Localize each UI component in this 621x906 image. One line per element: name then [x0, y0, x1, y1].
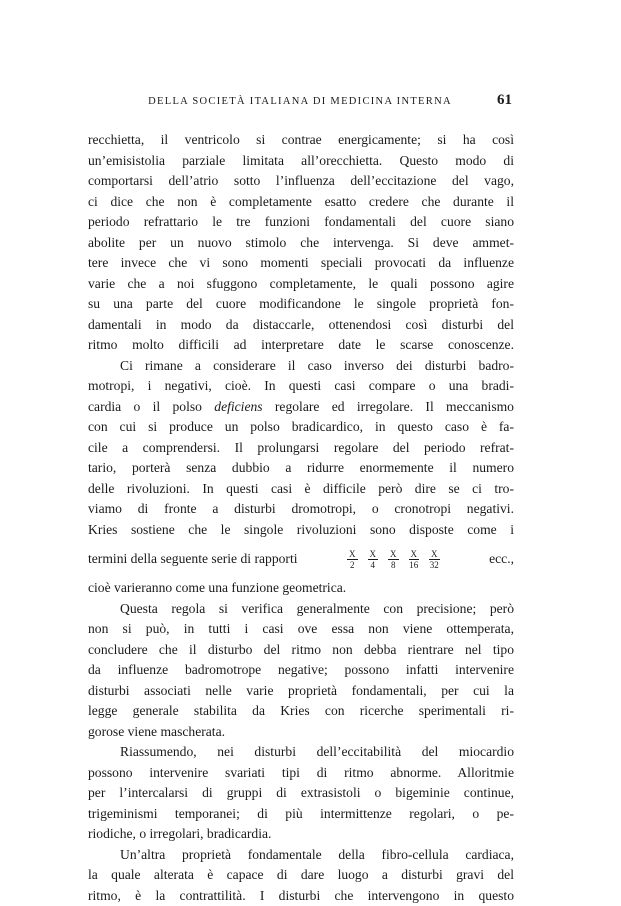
- text-line: Kries sostiene che le singole rivoluzioni sono disposte come i: [88, 520, 514, 541]
- text-line: Un’altra proprietà fondamentale della fibro-cellula cardiaca,: [88, 845, 514, 866]
- body-text: [88, 130, 514, 906]
- text-line: Ci rimane a considerare il caso inverso dei disturbi badro-: [88, 356, 514, 377]
- text-line: cioè varieranno come una funzione geometrica.: [88, 578, 514, 599]
- text-line: damentali in modo da distaccarle, ottenendosi così disturbi del: [88, 315, 514, 336]
- text-line: non si può, in tutti i casi ove essa non viene ottemperata,: [88, 619, 514, 640]
- text-line: abolite per un nuovo stimolo che intervenga. Si deve ammet-: [88, 233, 514, 254]
- text-line: legge generale stabilita da Kries con ricerche sperimentali ri-: [88, 701, 514, 722]
- fraction-series: [342, 549, 445, 570]
- text-line: motropi, i negativi, cioè. In questi casi compare o una bradi-: [88, 376, 514, 397]
- text-segment: ecc.,: [489, 549, 514, 570]
- text-line: Questa regola si verifica generalmente con precisione; però: [88, 599, 514, 620]
- text-line: gorose viene mascherata.: [88, 722, 514, 743]
- text-line: recchietta, il ventricolo si contrae energicamente; si ha così: [88, 130, 514, 151]
- text-line: tere invece che vi sono momenti speciali provocati da influenze: [88, 253, 514, 274]
- running-header: DELLA SOCIETÀ ITALIANA DI MEDICINA INTERNA: [90, 96, 510, 107]
- text-line: la quale alterata è capace di dare luogo a disturbi gravi del: [88, 865, 514, 886]
- text-line: disturbi associati nelle varie proprietà fondamentali, per cui la: [88, 681, 514, 702]
- text-line: ritmo, è la contrattilità. I disturbi che intervengono in questo: [88, 886, 514, 906]
- text-segment: termini della seguente serie di rapporti: [88, 549, 298, 570]
- text-line: cile a comprendersi. Il prolungarsi regolare del periodo refrat-: [88, 438, 514, 459]
- text-line: cardia o il polso deficiens regolare ed irregolare. Il meccanismo: [88, 397, 514, 418]
- text-line: con cui si produce un polso bradicardico, in questo caso è fa-: [88, 417, 514, 438]
- fraction: $\frac{X}{16}$: [409, 549, 420, 570]
- text-line: trigeminismi temporanei; di più intermittenze regolari, o pe-: [88, 804, 514, 825]
- text-line: tario, porterà senza dubbio a ridurre enormemente il numero: [88, 458, 514, 479]
- page-number: 61: [482, 92, 512, 109]
- fraction: $\frac{X}{4}$: [368, 549, 379, 570]
- text-line: varie che a noi sfuggono completamente, le quali possono agire: [88, 274, 514, 295]
- text-line: riodiche, o irregolari, bradicardia.: [88, 824, 514, 845]
- fraction: $\frac{X}{8}$: [388, 549, 399, 570]
- text-line: viamo di fronte a disturbi dromotropi, o cronotropi negativi.: [88, 499, 514, 520]
- text-line: delle rivoluzioni. In questi casi è difficile però dire se ci tro-: [88, 479, 514, 500]
- text-line: un’emisistolia parziale limitata all’orecchietta. Questo modo di: [88, 151, 514, 172]
- text-line: ci dice che non è completamente esatto credere che durante il: [88, 192, 514, 213]
- text-line: possono intervenire svariati tipi di ritmo abnorme. Alloritmie: [88, 763, 514, 784]
- text-line: da influenze badromotrope negative; possono infatti intervenire: [88, 660, 514, 681]
- text-line: comportarsi dell’atrio sotto l’influenza dell’eccitazione del vago,: [88, 171, 514, 192]
- text-line: ritmo molto difficili ad interpretare date le scarse conoscenze.: [88, 335, 514, 356]
- text-line: su una parte del cuore modificandone le singole proprietà fon-: [88, 294, 514, 315]
- fraction: $\frac{X}{2}$: [347, 549, 358, 570]
- italic-term: deficiens: [214, 399, 262, 414]
- fraction: $\frac{X}{32}$: [429, 549, 440, 570]
- fraction-series-line: [88, 540, 514, 578]
- text-line: concludere che il disturbo del ritmo non debba rientrare nel tipo: [88, 640, 514, 661]
- text-line: per l’intercalarsi di gruppi di extrasistoli o bigeminie continue,: [88, 783, 514, 804]
- text-line: periodo refrattario le tre funzioni fondamentali del cuore siano: [88, 212, 514, 233]
- text-line: Riassumendo, nei disturbi dell’eccitabilità del miocardio: [88, 742, 514, 763]
